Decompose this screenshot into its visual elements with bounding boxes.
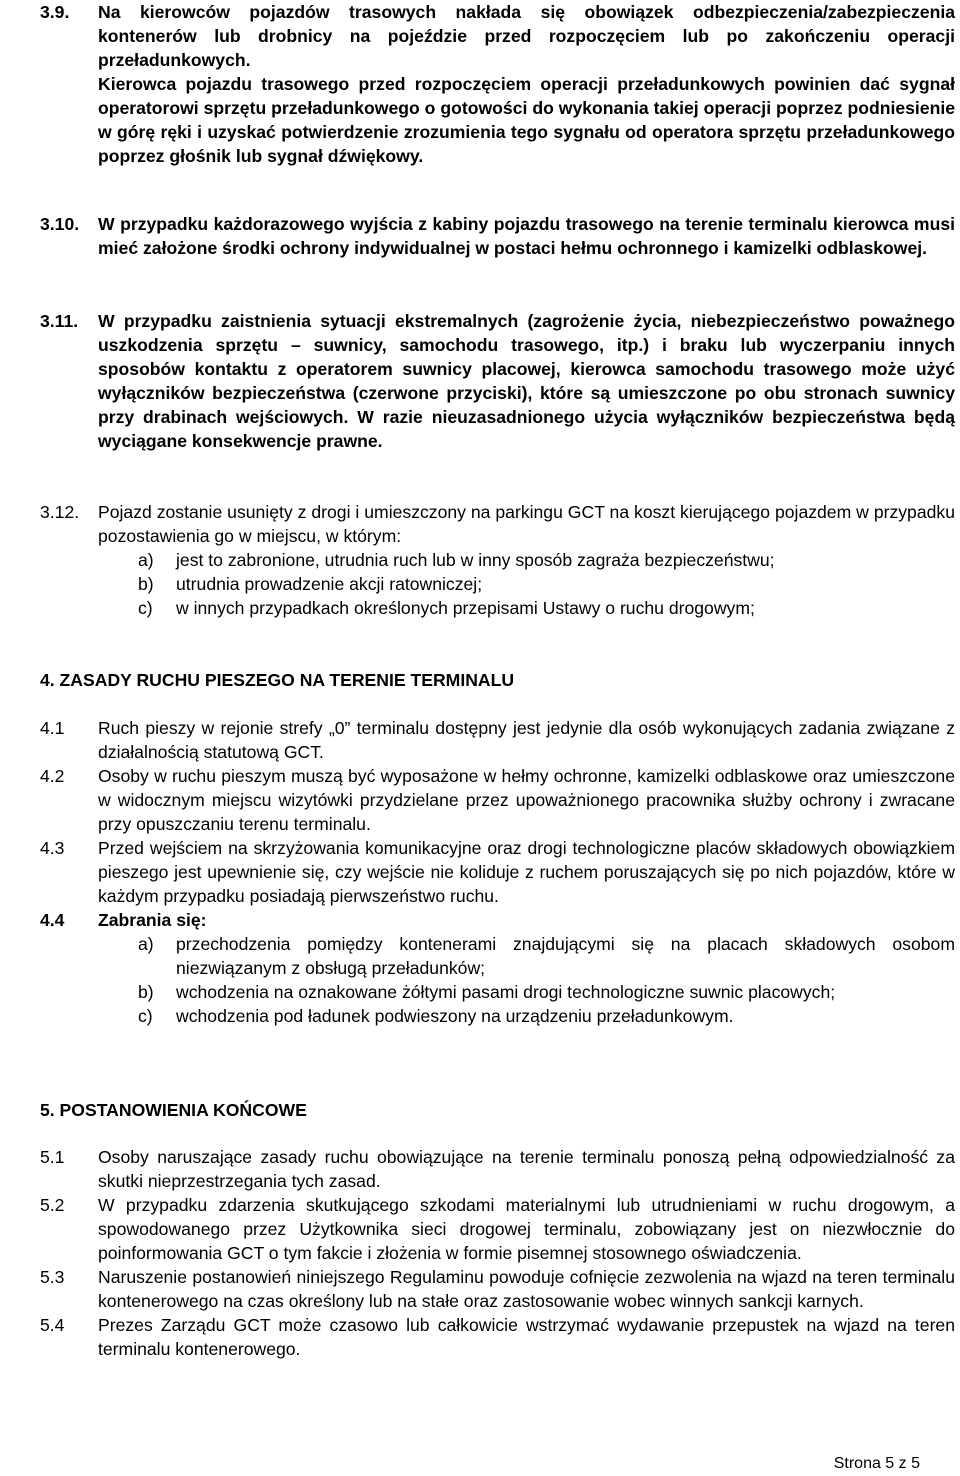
list-item-letter: b) bbox=[138, 982, 154, 1002]
section-paragraph: Ruch pieszy w rejonie strefy „0” terminalu dostępny jest jedynie dla osób wykonujących zadania związane z działalnością statutową GCT. bbox=[98, 718, 955, 762]
section-paragraph: Pojazd zostanie usunięty z drogi i umieszczony na parkingu GCT na koszt kierującego pojazdem w przypadku pozostawienia go w miejscu, w którym: bbox=[98, 502, 955, 546]
section-number: 4.2 bbox=[40, 766, 65, 786]
section-number: 3.11. bbox=[40, 311, 79, 331]
section-number: 4.4 bbox=[40, 910, 65, 930]
section-4-3 bbox=[0, 836, 960, 908]
section-3-10 bbox=[0, 212, 960, 260]
section-number: 5.3 bbox=[40, 1267, 65, 1287]
section-paragraph: Prezes Zarządu GCT może czasowo lub całkowicie wstrzymać wydawanie przepustek na wjazd na teren terminalu kontenerowego. bbox=[98, 1315, 955, 1359]
section-number: 3.9. bbox=[40, 2, 70, 22]
list-item-text: przechodzenia pomiędzy kontenerami znajdującymi się na placach składowych osobom niezwiązanym z obsługą przeładunków; bbox=[176, 934, 955, 978]
section-paragraph: Na kierowców pojazdów trasowych nakłada się obowiązek odbezpieczenia/zabezpieczenia kontenerów lub drobnicy na pojeździe przed rozpoczęciem lub po zakończeniu operacji przeładunkowych. bbox=[98, 2, 955, 70]
list-item bbox=[98, 932, 955, 980]
list-item bbox=[98, 596, 955, 620]
section-3-9 bbox=[0, 0, 960, 168]
section-title: Zabrania się: bbox=[98, 910, 207, 930]
section-4-list bbox=[0, 716, 960, 1028]
page-number: Strona 5 z 5 bbox=[833, 1455, 920, 1472]
list-item-letter: b) bbox=[138, 574, 154, 594]
section-3-11 bbox=[0, 309, 960, 453]
section-5-4 bbox=[0, 1313, 960, 1361]
section-5-1 bbox=[0, 1145, 960, 1193]
section-heading-5: 5. POSTANOWIENIA KOŃCOWE bbox=[40, 1100, 307, 1120]
section-3-12 bbox=[0, 500, 960, 620]
section-number: 5.1 bbox=[40, 1147, 65, 1167]
section-4-2 bbox=[0, 764, 960, 836]
section-paragraph: Osoby w ruchu pieszym muszą być wyposażone w hełmy ochronne, kamizelki odblaskowe oraz umieszczone w widocznym miejscu wizytówki przydzielane przez upoważnionego pracownika służby ochrony i zwracane przy opuszczaniu terenu terminalu. bbox=[98, 766, 955, 834]
section-paragraph: W przypadku każdorazowego wyjścia z kabiny pojazdu trasowego na terenie terminalu kierowca musi mieć założone środki ochrony indywidualnej w postaci hełmu ochronnego i kamizelki odblaskowej. bbox=[98, 214, 955, 258]
list-item-text: utrudnia prowadzenie akcji ratowniczej; bbox=[176, 574, 483, 594]
list-item-text: w innych przypadkach określonych przepisami Ustawy o ruchu drogowym; bbox=[176, 598, 755, 618]
section-heading-4: 4. ZASADY RUCHU PIESZEGO NA TERENIE TERMINALU bbox=[40, 670, 515, 690]
section-paragraph: W przypadku zdarzenia skutkującego szkodami materialnymi lub utrudnieniami w ruchu drogowym, a spowodowanego przez Użytkownika sieci drogowej terminalu, zobowiązany jest on niezwłocznie do poinformowania GCT o tym fakcie i złożenia w formie pisemnej stosownego oświadczenia. bbox=[98, 1195, 955, 1263]
section-5-list bbox=[0, 1145, 960, 1361]
list-item-letter: a) bbox=[138, 934, 154, 954]
section-4-1 bbox=[0, 716, 960, 764]
list-item-letter: a) bbox=[138, 550, 154, 570]
section-number: 3.10. bbox=[40, 214, 80, 234]
list-item bbox=[98, 980, 955, 1004]
section-paragraph: W przypadku zaistnienia sytuacji ekstremalnych (zagrożenie życia, niebezpieczeństwo poważnego uszkodzenia sprzętu – suwnicy, samochodu trasowego, itp.) i braku lub wyczerpaniu innych sposobów kontaktu z operatorem suwnicy placowej, kierowca samochodu trasowego może użyć wyłączników bezpieczeństwa (czerwone przyciski), które są umieszczone po obu stronach suwnicy przy drabinach wejściowych. W razie nieuzasadnionego użycia wyłączników bezpieczeństwa będą wyciągane konsekwencje prawne. bbox=[98, 311, 955, 451]
list-item-text: wchodzenia na oznakowane żółtymi pasami drogi technologiczne suwnic placowych; bbox=[176, 982, 836, 1002]
list-item-text: wchodzenia pod ładunek podwieszony na urządzeniu przeładunkowym. bbox=[176, 1006, 734, 1026]
list-item-text: jest to zabronione, utrudnia ruch lub w inny sposób zagraża bezpieczeństwu; bbox=[176, 550, 775, 570]
section-5-3 bbox=[0, 1265, 960, 1313]
section-number: 5.4 bbox=[40, 1315, 65, 1335]
section-paragraph: Kierowca pojazdu trasowego przed rozpoczęciem operacji przeładunkowych powinien dać sygnał operatorowi sprzętu przeładunkowego o gotowości do wykonania takiej operacji poprzez podniesienie w górę ręki i uzyskać potwierdzenie zrozumienia tego sygnału od operatora sprzętu przeładunkowego poprzez głośnik lub sygnał dźwiękowy. bbox=[98, 74, 955, 166]
section-4-4 bbox=[0, 908, 960, 932]
section-number: 4.1 bbox=[40, 718, 65, 738]
section-paragraph: Naruszenie postanowień niniejszego Regulaminu powoduje cofnięcie zezwolenia na wjazd na teren terminalu kontenerowego na czas określony lub na stałe oraz zastosowanie wobec winnych sankcji karnych. bbox=[98, 1267, 955, 1311]
list-item bbox=[98, 572, 955, 596]
section-number: 3.12. bbox=[40, 502, 80, 522]
section-5-2 bbox=[0, 1193, 960, 1265]
section-paragraph: Przed wejściem na skrzyżowania komunikacyjne oraz drogi technologiczne placów składowych obowiązkiem pieszego jest upewnienie się, czy wejście nie koliduje z ruchem poruszających się po nich pojazdów, które w każdym przypadku posiadają pierwszeństwo ruchu. bbox=[98, 838, 955, 906]
section-paragraph: Osoby naruszające zasady ruchu obowiązujące na terenie terminalu ponoszą pełną odpowiedzialność za skutki nieprzestrzegania tych zasad. bbox=[98, 1147, 955, 1191]
section-number: 5.2 bbox=[40, 1195, 65, 1215]
list-item-letter: c) bbox=[138, 1006, 153, 1026]
list-item bbox=[98, 1004, 955, 1028]
list-item-letter: c) bbox=[138, 598, 153, 618]
section-number: 4.3 bbox=[40, 838, 65, 858]
list-item bbox=[98, 548, 955, 572]
